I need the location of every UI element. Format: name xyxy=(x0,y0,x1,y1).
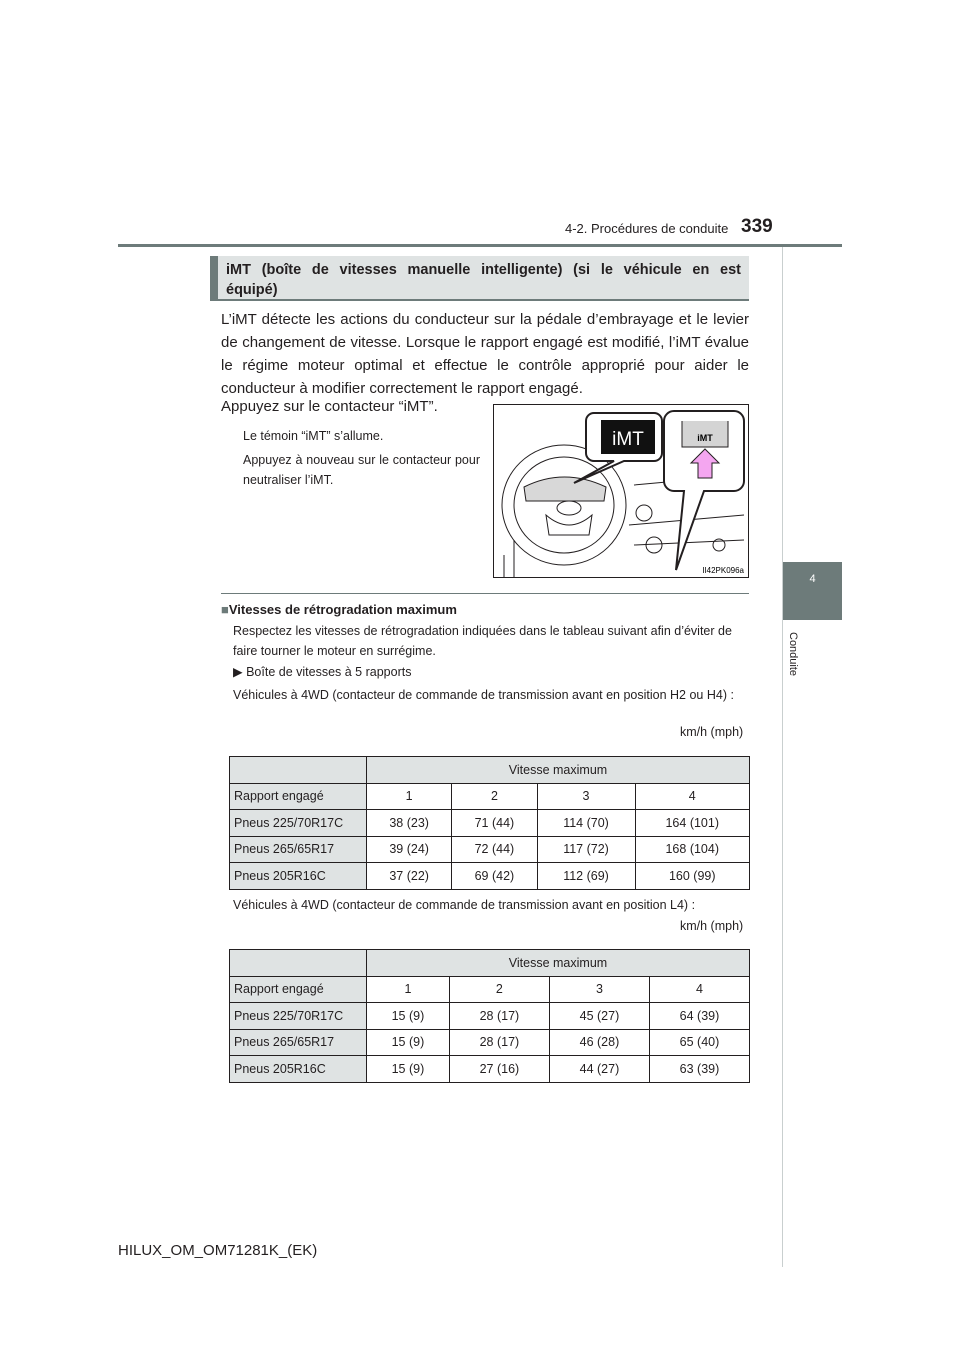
speed-cell: 114 (70) xyxy=(537,810,635,837)
row-label: Rapport engagé xyxy=(230,976,367,1003)
section-header: 4-2. Procédures de conduite xyxy=(565,221,729,236)
subsection-title-text: Vitesses de rétrogradation maximum xyxy=(228,602,457,617)
speed-cell: 27 (16) xyxy=(449,1056,549,1083)
table2-unit: km/h (mph) xyxy=(680,919,744,933)
gear-cell: 2 xyxy=(449,976,549,1003)
speed-table-h2-h4 xyxy=(229,756,750,890)
speed-cell: 15 (9) xyxy=(367,1029,450,1056)
empty-cell xyxy=(230,950,367,977)
subsection-title xyxy=(221,602,457,617)
speed-cell: 45 (27) xyxy=(549,1003,649,1030)
triangle-bullet-icon: ▶ xyxy=(233,665,247,679)
intro-paragraph: L’iMT détecte les actions du conducteur sur la pédale d’embrayage et le levier de changement de vitesse. Lorsque le rapport engagé est modifié, l’iMT évalue le régime moteur optimal et effectue le contrôle approprié pour aider le conducteur à modifier correctement le rapport engagé. xyxy=(221,311,749,397)
speed-cell: 39 (24) xyxy=(367,836,452,863)
table2-caption: Véhicules à 4WD (contacteur de commande de transmission avant en position L4) : xyxy=(233,898,696,912)
subsection-text: Respectez les vitesses de rétrogradation indiquées dans le tableau suivant afin d’éviter de faire tourner le moteur en surrégime. xyxy=(233,624,732,658)
table-row xyxy=(230,863,750,890)
tire-label: Pneus 205R16C xyxy=(230,1056,367,1083)
speed-table-l4 xyxy=(229,949,750,1083)
speed-cell: 117 (72) xyxy=(537,836,635,863)
gearbox-label xyxy=(233,662,411,682)
gear-cell: 3 xyxy=(537,783,635,810)
document-code: HILUX_OM_OM71281K_(EK) xyxy=(118,1242,318,1259)
speed-cell: 112 (69) xyxy=(537,863,635,890)
table1-caption: Véhicules à 4WD (contacteur de commande de transmission avant en position H2 ou H4) : xyxy=(233,688,734,702)
speed-cell: 164 (101) xyxy=(635,810,750,837)
table-row xyxy=(230,1056,750,1083)
speed-cell: 71 (44) xyxy=(452,810,537,837)
gear-cell: 1 xyxy=(367,783,452,810)
title-line-1: iMT (boîte de vitesses manuelle intelligente) (si le véhicule en est xyxy=(226,262,741,278)
section-title xyxy=(210,256,749,301)
chapter-label: Conduite xyxy=(787,632,799,677)
table-row xyxy=(230,1003,750,1030)
speed-cell: 44 (27) xyxy=(549,1056,649,1083)
table1-unit: km/h (mph) xyxy=(680,725,744,739)
gear-cell: 4 xyxy=(649,976,749,1003)
speed-cell: 28 (17) xyxy=(449,1029,549,1056)
separator xyxy=(221,593,749,594)
gear-cell: 4 xyxy=(635,783,750,810)
tire-label: Pneus 265/65R17 xyxy=(230,1029,367,1056)
tire-label: Pneus 265/65R17 xyxy=(230,836,367,863)
header-cell: Vitesse maximum xyxy=(367,757,750,784)
row-label: Rapport engagé xyxy=(230,783,367,810)
tire-label: Pneus 225/70R17C xyxy=(230,1003,367,1030)
table-row xyxy=(230,1029,750,1056)
gearbox-text: Boîte de vitesses à 5 rapports xyxy=(246,665,412,679)
chapter-tab: 4 xyxy=(783,562,842,620)
gear-cell: 2 xyxy=(452,783,537,810)
table-row xyxy=(230,836,750,863)
page-number: 339 xyxy=(741,216,773,237)
speed-cell: 46 (28) xyxy=(549,1029,649,1056)
speed-cell: 63 (39) xyxy=(649,1056,749,1083)
speed-cell: 160 (99) xyxy=(635,863,750,890)
speed-cell: 15 (9) xyxy=(367,1056,450,1083)
gear-cell: 3 xyxy=(549,976,649,1003)
lamp-note: Le témoin “iMT” s’allume. xyxy=(243,429,384,443)
gear-cell: 1 xyxy=(367,976,450,1003)
speed-cell: 168 (104) xyxy=(635,836,750,863)
instruction: Appuyez sur le contacteur “iMT”. xyxy=(221,398,438,415)
tire-label: Pneus 205R16C xyxy=(230,863,367,890)
speed-cell: 72 (44) xyxy=(452,836,537,863)
switch-label: iMT xyxy=(697,433,713,443)
square-bullet-icon: ■ xyxy=(221,602,229,617)
header-rule xyxy=(118,244,842,247)
speed-cell: 38 (23) xyxy=(367,810,452,837)
imt-switch-illustration xyxy=(493,404,749,578)
title-line-2: équipé) xyxy=(226,282,278,298)
speed-cell: 69 (42) xyxy=(452,863,537,890)
empty-cell xyxy=(230,757,367,784)
header-cell: Vitesse maximum xyxy=(367,950,750,977)
speed-cell: 64 (39) xyxy=(649,1003,749,1030)
speed-cell: 28 (17) xyxy=(449,1003,549,1030)
side-rule xyxy=(782,247,783,1267)
indicator-label: iMT xyxy=(612,429,644,450)
table-row xyxy=(230,810,750,837)
disable-note: Appuyez à nouveau sur le contacteur pour neutraliser l’iMT. xyxy=(243,453,480,487)
tire-label: Pneus 225/70R17C xyxy=(230,810,367,837)
speed-cell: 37 (22) xyxy=(367,863,452,890)
speed-cell: 65 (40) xyxy=(649,1029,749,1056)
figure-code: II42PK096a xyxy=(702,566,744,575)
speed-cell: 15 (9) xyxy=(367,1003,450,1030)
